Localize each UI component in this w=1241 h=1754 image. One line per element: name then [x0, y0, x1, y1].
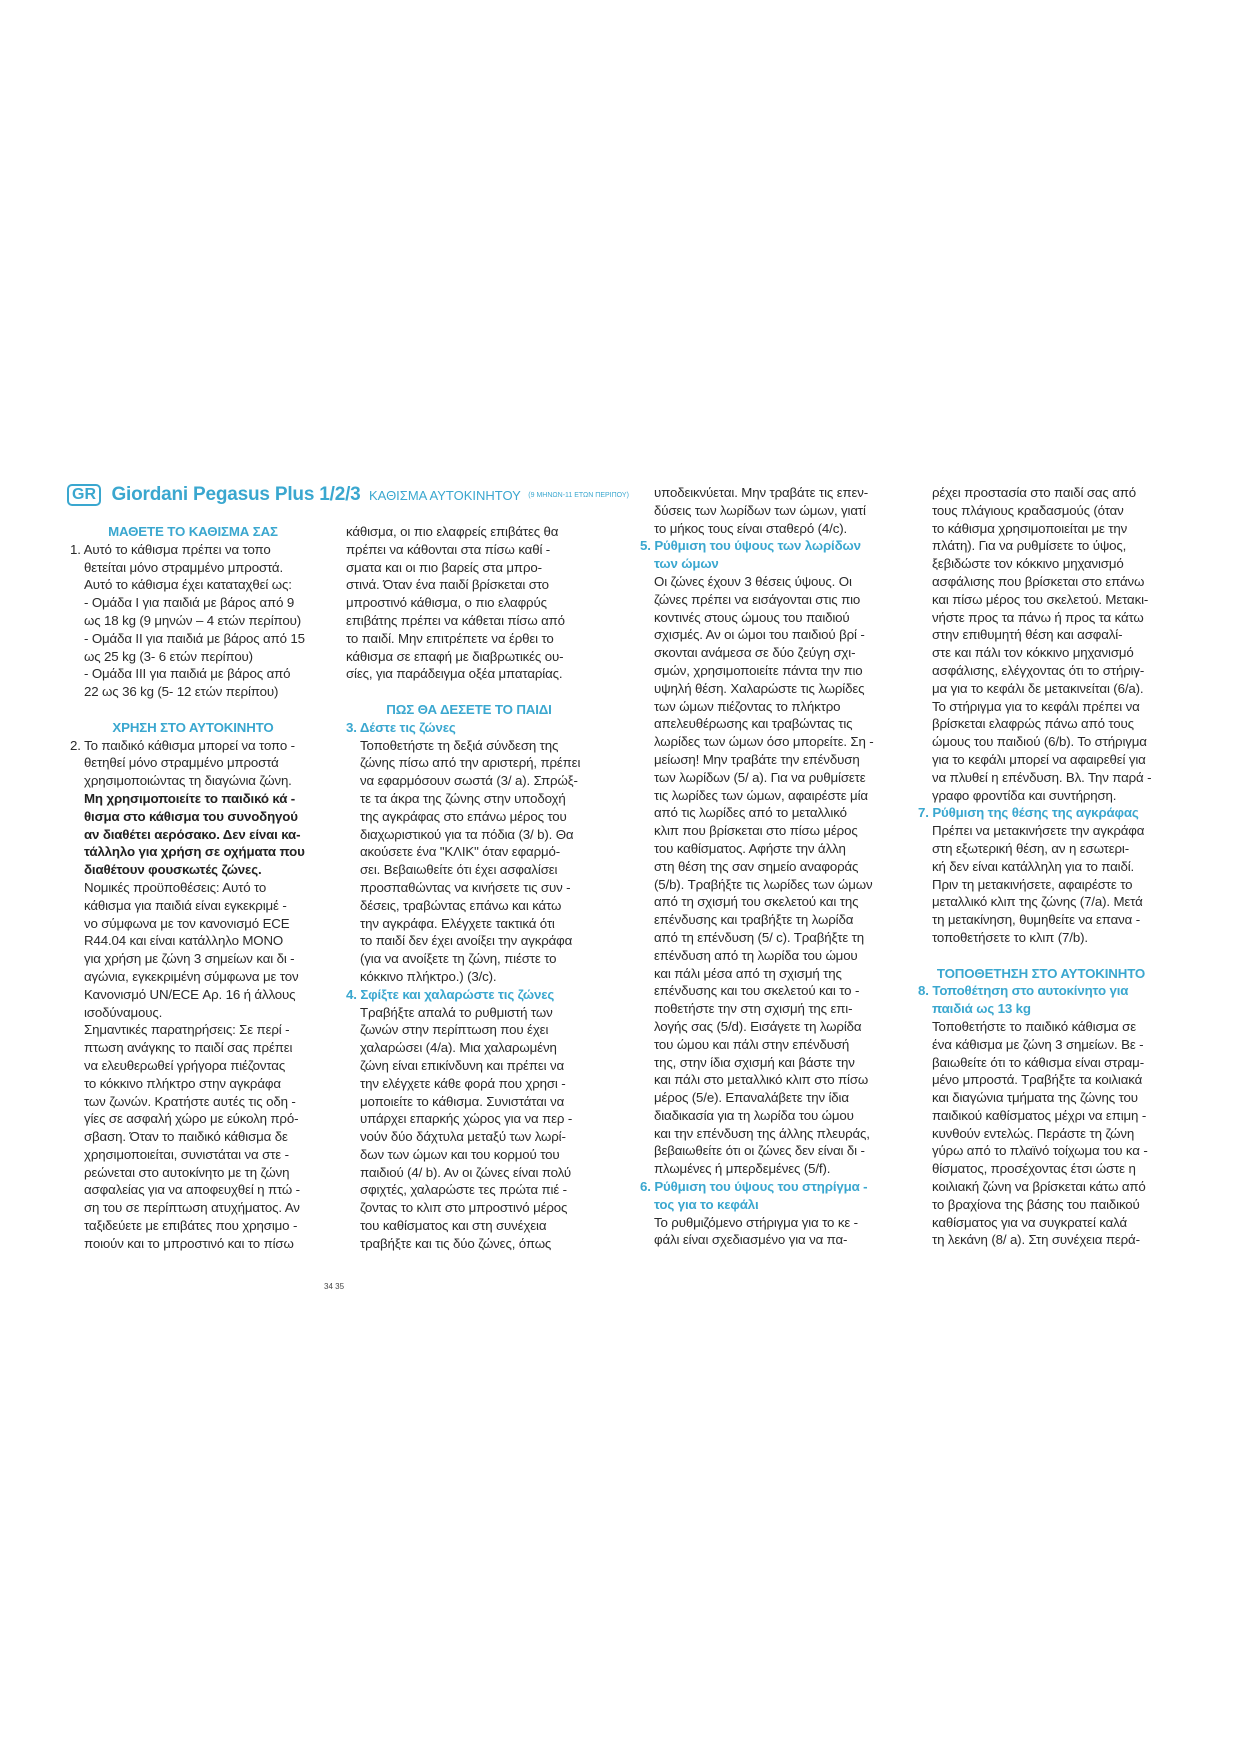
section-heading-line: ΤΟΠΟΘΕΤΗΣΗ ΣΤΟ ΑΥΤΟΚΙΝΗΤΟ — [936, 965, 1146, 981]
text-line: σκονται ανάμεσα σε δύο ζεύγη σχι- — [654, 645, 856, 661]
text-line: Οι ζώνες έχουν 3 θέσεις ύψους. Οι — [654, 573, 852, 589]
text-line: κοντινές στους ώμους του παιδιού — [654, 609, 850, 625]
text-line: το βραχίονα της βάσης του παιδικού — [932, 1196, 1140, 1212]
text-line: επιβάτης πρέπει να κάθεται πίσω από — [346, 612, 565, 628]
text-line: ποιούν και το μπροστινό και το πίσω — [84, 1235, 294, 1251]
text-line: ασφάλισης, ελέγχοντας ότι το στήριγ- — [932, 662, 1145, 678]
section-heading-line: 6. Ρύθμιση του ύψους του στηρίγμα - — [640, 1179, 868, 1195]
text-line: το παιδί δεν έχει ανοίξει την αγκράφα — [360, 933, 573, 949]
text-line: για το κεφάλι μπορεί να αφαιρεθεί για — [932, 751, 1146, 767]
section-heading-line: ΧΡΗΣΗ ΣΤΟ ΑΥΤΟΚΙΝΗΤΟ — [112, 719, 274, 735]
product-brand-title: Giordani Pegasus Plus 1/2/3 — [111, 484, 361, 505]
text-line: μπροστινό κάθισμα, ο πιο ελαφρύς — [346, 595, 547, 611]
text-line: νούν δύο δάχτυλα μεταξύ των λωρί- — [360, 1129, 566, 1145]
text-line: στινά. Όταν ένα παιδί βρίσκεται στο — [346, 577, 549, 593]
text-line: κάθισμα σε επαφή με διαβρωτικές ου- — [346, 648, 564, 664]
text-line: ποθετήστε την στη σχισμή της επι- — [654, 1001, 853, 1017]
text-line: σμών, χρησιμοποιείτε πάντα την πιο — [654, 662, 863, 678]
section-heading-line: 4. Σφίξτε και χαλαρώστε τις ζώνες — [346, 986, 555, 1002]
text-line: - Ομάδα I για παιδιά με βάρος από 9 — [84, 595, 295, 611]
text-line: σει. Βεβαιωθείτε ότι έχει ασφαλίσει — [360, 862, 558, 878]
section-heading-line: τος για το κεφάλι — [654, 1196, 759, 1212]
spacer — [70, 701, 316, 719]
text-line: δων των ώμων και του κορμού του — [360, 1146, 560, 1162]
text-line: απελευθέρωσης και τραβώντας τις — [654, 716, 853, 732]
text-line: της, στην ίδια σχισμή και βάστε την — [654, 1054, 855, 1070]
text-line: προσπαθώντας να κινήσετε τις συν - — [360, 879, 571, 895]
text-line: σβαση. Όταν το παιδικό κάθισμα δε — [84, 1129, 288, 1145]
text-line: αν διαθέτει αερόσακο. Δεν είναι κα- — [84, 826, 301, 842]
text-line: ως 18 kg (9 μηνών – 4 ετών περίπου) — [84, 612, 301, 628]
text-line: το κάθισμα χρησιμοποιείται με την — [932, 520, 1128, 536]
text-line: ζώνες πρέπει να εισάγονται στις πιο — [654, 591, 861, 607]
text-line: επένδυσης και τραβήξτε τη λωρίδα — [654, 912, 854, 928]
text-line: αγώνια, εγκεκριμένη σύμφωνα με τον — [84, 968, 299, 984]
text-line: ισοδύναμους. — [84, 1004, 163, 1020]
text-line: κυνθούν εντελώς. Περάστε τη ζώνη — [932, 1125, 1135, 1141]
text-line: διαχωριστικού για τα πόδια (3/ b). Θα — [360, 826, 574, 842]
text-line: της αγκράφας στο επάνω μέρος του — [360, 808, 567, 824]
text-line: μένο μπροστά. Τραβήξτε τα κοιλιακά — [932, 1072, 1143, 1088]
text-line: να πλυθεί η επένδυση. Βλ. Την παρά - — [932, 769, 1152, 785]
text-line: του καθίσματος και στη συνέχεια — [360, 1218, 547, 1234]
text-line: σματα και οι πιο βαρείς στα μπρο- — [346, 559, 542, 575]
text-column-1 — [70, 523, 316, 1253]
text-line: κάθισμα για παιδιά είναι εγκεκριμέ - — [84, 897, 287, 913]
text-line: νο σύμφωνα με τον κανονισμό ECE — [84, 915, 290, 931]
text-line: στην επιθυμητή θέση και ασφαλί- — [932, 627, 1123, 643]
document-header — [67, 484, 627, 510]
text-line: και διαγώνια τμήματα της ζώνης του — [932, 1090, 1138, 1106]
text-line: Πρέπει να μετακινήσετε την αγκράφα — [932, 823, 1145, 839]
text-line: κή δεν είναι κατάλληλη για το παιδί. — [932, 858, 1135, 874]
section-heading-line: ΜΑΘΕΤΕ ΤΟ ΚΑΘΙΣΜΑ ΣΑΣ — [108, 524, 278, 539]
text-line: Πριν τη μετακινήσετε, αφαιρέστε το — [932, 876, 1133, 892]
text-line: (για να ανοίξετε τη ζώνη, πιέστε το — [360, 951, 557, 967]
text-line: επένδυσης και του σκελετού και το - — [654, 983, 860, 999]
text-line: υψηλή θέση. Χαλαρώστε τις λωρίδες — [654, 680, 865, 696]
text-line: των ώμων πιέζοντας το πλήκτρο — [654, 698, 841, 714]
text-line: 1. Αυτό το κάθισμα πρέπει να τοπο — [70, 541, 271, 557]
text-line: σίες, για παράδειγμα οξέα μπαταρίας. — [346, 666, 563, 682]
text-line: Το ρυθμιζόμενο στήριγμα για το κε - — [654, 1214, 858, 1230]
text-line: πλάτη). Για να ρυθμίσετε το ύψος, — [932, 538, 1127, 554]
text-line: ρέχει προστασία στο παιδί σας από — [932, 485, 1137, 500]
text-line: την ελέγχετε κάθε φορά που χρησι - — [360, 1075, 566, 1091]
text-line: πρέπει να κάθονται στα πίσω καθί - — [346, 541, 551, 557]
text-line: θετείται μόνο στραμμένο μπροστά. — [84, 559, 283, 575]
age-range: (9 ΜΗΝΩΝ-11 ΕΤΩΝ ΠΕΡΙΠΟΥ) — [528, 491, 629, 499]
text-line: χαλαρώσει (4/a). Μια χαλαρωμένη — [360, 1040, 557, 1056]
text-line: τε τα άκρα της ζώνης στην υποδοχή — [360, 790, 566, 806]
text-line: ξεβιδώστε τον κόκκινο μηχανισμό — [932, 556, 1124, 572]
text-line: και πάλι μέσα από τη σχισμή της — [654, 965, 842, 981]
text-line: ένα κάθισμα με ζώνη 3 σημείων. Βε - — [932, 1036, 1144, 1052]
text-line: γύρω από το πλαϊνό τοίχωμα του κα - — [932, 1143, 1148, 1159]
text-line: βεβαιωθείτε ότι οι ζώνες δεν είναι δι - — [654, 1143, 865, 1159]
text-line: Τραβήξτε απαλά το ρυθμιστή των — [360, 1004, 553, 1020]
text-line: υπάρχει επαρκής χώρος για να περ - — [360, 1111, 573, 1127]
text-line: από τη σχισμή του σκελετού και της — [654, 894, 859, 910]
text-line: κόκκινο πλήκτρο.) (3/c). — [360, 968, 497, 984]
text-line: ακούσετε ένα "ΚΛΙΚ" όταν εφαρμό- — [360, 844, 561, 860]
section-heading-line: παιδιά ως 13 kg — [932, 1001, 1031, 1017]
text-column-3 — [640, 484, 886, 1249]
text-line: σχισμές. Αν οι ώμοι του παιδιού βρί - — [654, 627, 865, 643]
text-line: νήστε προς τα πάνω ή προς τα κάτω — [932, 609, 1144, 625]
text-line: θισμα στο κάθισμα του συνοδηγού — [84, 808, 298, 824]
text-line: την αγκράφα. Ελέγχετε τακτικά ότι — [360, 915, 555, 931]
text-line: τους πλάγιους κραδασμούς (όταν — [932, 502, 1124, 518]
text-line: γραφο φροντίδα και συντήρηση. — [932, 787, 1117, 803]
text-line: βαιωθείτε ότι το κάθισμα είναι στραμ- — [932, 1054, 1144, 1070]
text-line: ώμους του παιδιού (6/b). Το στήριγμα — [932, 734, 1147, 750]
text-line: Το στήριγμα για το κεφάλι πρέπει να — [932, 698, 1140, 714]
text-line: χρησιμοποιείται, συνιστάται να στε - — [84, 1146, 289, 1162]
text-line: δύσεις των λωρίδων των ώμων, γιατί — [654, 502, 866, 518]
text-line: Σημαντικές παρατηρήσεις: Σε περί - — [84, 1022, 290, 1038]
text-line: πτωση ανάγκης το παιδί σας πρέπει — [84, 1040, 293, 1056]
text-line: τη μετακίνηση, θυμηθείτε να επανα - — [932, 912, 1141, 928]
text-line: του καθίσματος. Αφήστε την άλλη — [654, 840, 846, 856]
text-line: γίες σε ασφαλή χώρο με εύκολη πρό- — [84, 1111, 299, 1127]
text-line: λωρίδες των ώμων όσο μπορείτε. Ση - — [654, 734, 874, 750]
text-line: το μήκος τους είναι σταθερό (4/c). — [654, 520, 848, 536]
text-line: και την επένδυση της άλλης πλευράς, — [654, 1125, 870, 1141]
text-line: στη εξωτερική θέση, αν η εσωτερι- — [932, 840, 1129, 856]
text-line: φάλι είναι σχεδιασμένο για να πα- — [654, 1232, 848, 1248]
section-heading-line: 7. Ρύθμιση της θέσης της αγκράφας — [918, 805, 1139, 821]
text-line: Νομικές προϋποθέσεις: Αυτό το — [84, 879, 267, 895]
text-line: κάθισμα, οι πιο ελαφρείς επιβάτες θα — [346, 524, 559, 539]
text-line: μοποιείτε το κάθισμα. Συνιστάται να — [360, 1093, 565, 1109]
text-line: - Ομάδα II για παιδιά με βάρος από 15 — [84, 630, 305, 646]
spacer — [346, 683, 592, 701]
text-line: ζώνη είναι επικίνδυνη και πρέπει να — [360, 1057, 565, 1073]
text-line: τη λεκάνη (8/ a). Στη συνέχεια περά- — [932, 1232, 1140, 1248]
text-line: μεταλλικό κλιπ της ζώνης (7/a). Μετά — [932, 894, 1143, 910]
text-line: (5/b). Τραβήξτε τις λωρίδες των ώμων — [654, 876, 873, 892]
text-line: από τη επένδυση (5/ c). Τραβήξτε τη — [654, 929, 865, 945]
text-column-4 — [918, 484, 1164, 1249]
text-line: το παιδί. Μην επιτρέπετε να έρθει το — [346, 630, 554, 646]
text-line: να εφαρμόσουν σωστά (3/ a). Σπρώξ- — [360, 773, 578, 789]
text-line: πλωμένες ή μπερδεμένες (5/f). — [654, 1161, 831, 1177]
text-line: για χρήση με ζώνη 3 σημείων και δι - — [84, 951, 295, 967]
text-line: Κανονισμό UN/ECE Αρ. 16 ή άλλους — [84, 986, 296, 1002]
text-line: χρησιμοποιώντας τη διαγώνια ζώνη. — [84, 773, 292, 789]
text-line: ασφαλείας για να αποφευχθεί η πτώ - — [84, 1182, 300, 1198]
text-line: κλιπ που βρίσκεται στο πίσω μέρος — [654, 823, 858, 839]
text-line: ζοντας το κλιπ στο μπροστινό μέρος — [360, 1200, 568, 1216]
text-line: Μη χρησιμοποιείτε το παιδικό κά - — [84, 790, 296, 806]
text-line: μέρος (5/e). Επαναλάβετε την ίδια — [654, 1090, 849, 1106]
product-type: ΚΑΘΙΣΜΑ ΑΥΤΟΚΙΝΗΤΟΥ — [369, 487, 521, 503]
section-heading-line: 8. Τοποθέτηση στο αυτοκίνητο για — [918, 983, 1129, 999]
text-line: από τις λωρίδες από το μεταλλικό — [654, 805, 847, 821]
text-line: μείωση! Μην τραβάτε την επένδυση — [654, 751, 860, 767]
text-line: Τοποθετήστε το παιδικό κάθισμα σε — [932, 1018, 1136, 1034]
text-line: R44.04 και είναι κατάλληλο ΜΟΝΟ — [84, 933, 284, 949]
text-line: των ζωνών. Κρατήστε αυτές τις οδη - — [84, 1093, 296, 1109]
text-line: ζώνης πίσω από την αριστερή, πρέπει — [360, 755, 581, 771]
text-line: τοποθετήσετε το κλιπ (7/b). — [932, 929, 1088, 945]
section-heading-line: ΠΩΣ ΘΑ ΔΕΣΕΤΕ ΤΟ ΠΑΙΔΙ — [386, 701, 552, 717]
text-line: 22 ως 36 kg (5- 12 ετών περίπου) — [84, 684, 279, 700]
text-line: δέσεις, τραβώντας επάνω και κάτω — [360, 897, 562, 913]
section-heading-line: 3. Δέστε τις ζώνες — [346, 719, 456, 735]
text-line: να ελευθερωθεί γρήγορα πιέζοντας — [84, 1057, 286, 1073]
text-line: παιδιού (4/ b). Αν οι ζώνες είναι πολύ — [360, 1164, 571, 1180]
text-line: ση του σε περίπτωση ατυχήματος. Αν — [84, 1200, 300, 1216]
text-line: μα για το κεφάλι δε μετακινείται (6/a). — [932, 680, 1144, 696]
text-line: - Ομάδα III για παιδιά με βάρος από — [84, 666, 291, 682]
text-line: σφιχτές, χαλαρώστε τες πρώτα πιέ - — [360, 1182, 567, 1198]
text-line: στε και πάλι τον κόκκινο μηχανισμό — [932, 645, 1134, 661]
text-line: θίσματος, προσέχοντας έτσι ώστε η — [932, 1161, 1136, 1177]
text-line: του ώμου και πάλι στην επένδυσή — [654, 1036, 850, 1052]
text-line: και πάλι στο μεταλλικό κλιπ στο πίσω — [654, 1072, 869, 1088]
section-heading-line: των ώμων — [654, 556, 719, 572]
text-line: θετηθεί μόνο στραμμένο μπροστά — [84, 755, 279, 771]
page-number: 34 35 — [324, 1282, 345, 1291]
text-line: καθίσματος για να συγκρατεί καλά — [932, 1214, 1128, 1230]
text-line: το κόκκινο πλήκτρο στην αγκράφα — [84, 1075, 281, 1091]
text-line: 2. Το παιδικό κάθισμα μπορεί να τοπο - — [70, 737, 295, 753]
text-line: υποδεικνύεται. Μην τραβάτε τις επεν- — [654, 485, 869, 500]
text-line: βρίσκεται ελαφρώς πάνω από τους — [932, 716, 1134, 732]
text-line: ως 25 kg (3- 6 ετών περίπου) — [84, 648, 253, 664]
text-line: τραβήξτε και τις δύο ζώνες, όπως — [360, 1235, 552, 1251]
text-line: διαθέτουν φουσκωτές ζώνες. — [84, 862, 262, 878]
text-line: των λωρίδων (5/ a). Για να ρυθμίσετε — [654, 769, 866, 785]
text-column-2 — [346, 523, 592, 1253]
text-line: ταξιδεύετε με επιβάτες που χρησιμο - — [84, 1218, 298, 1234]
text-line: επένδυση από τη λωρίδα του ώμου — [654, 947, 858, 963]
spacer — [918, 947, 1164, 965]
text-line: στη θέση της σαν σημείο αναφοράς — [654, 858, 859, 874]
text-line: διαδικασία για τη λωρίδα του ώμου — [654, 1107, 854, 1123]
text-line: Αυτό το κάθισμα έχει καταταχθεί ως: — [84, 577, 292, 593]
text-line: παιδικού καθίσματος μέχρι να επιμη - — [932, 1107, 1147, 1123]
text-line: λογής σας (5/d). Εισάγετε τη λωρίδα — [654, 1018, 862, 1034]
text-line: Τοποθετήστε τη δεξιά σύνδεση της — [360, 737, 559, 753]
text-line: κοιλιακή ζώνη να βρίσκεται κάτω από — [932, 1179, 1146, 1195]
text-line: ζωνών στην περίπτωση που έχει — [360, 1022, 549, 1038]
language-badge: GR — [67, 484, 101, 506]
section-heading-line: 5. Ρύθμιση του ύψους των λωρίδων — [640, 538, 861, 554]
text-line: ρεώνεται στο αυτοκίνητο με τη ζώνη — [84, 1164, 290, 1180]
text-line: τις λωρίδες των ώμων, αφαιρέστε μία — [654, 787, 868, 803]
text-line: ασφάλισης που βρίσκεται στο επάνω — [932, 573, 1145, 589]
text-line: τάλληλο για χρήση σε οχήματα που — [84, 844, 305, 860]
text-line: και πίσω μέρος του σκελετού. Μετακι- — [932, 591, 1149, 607]
